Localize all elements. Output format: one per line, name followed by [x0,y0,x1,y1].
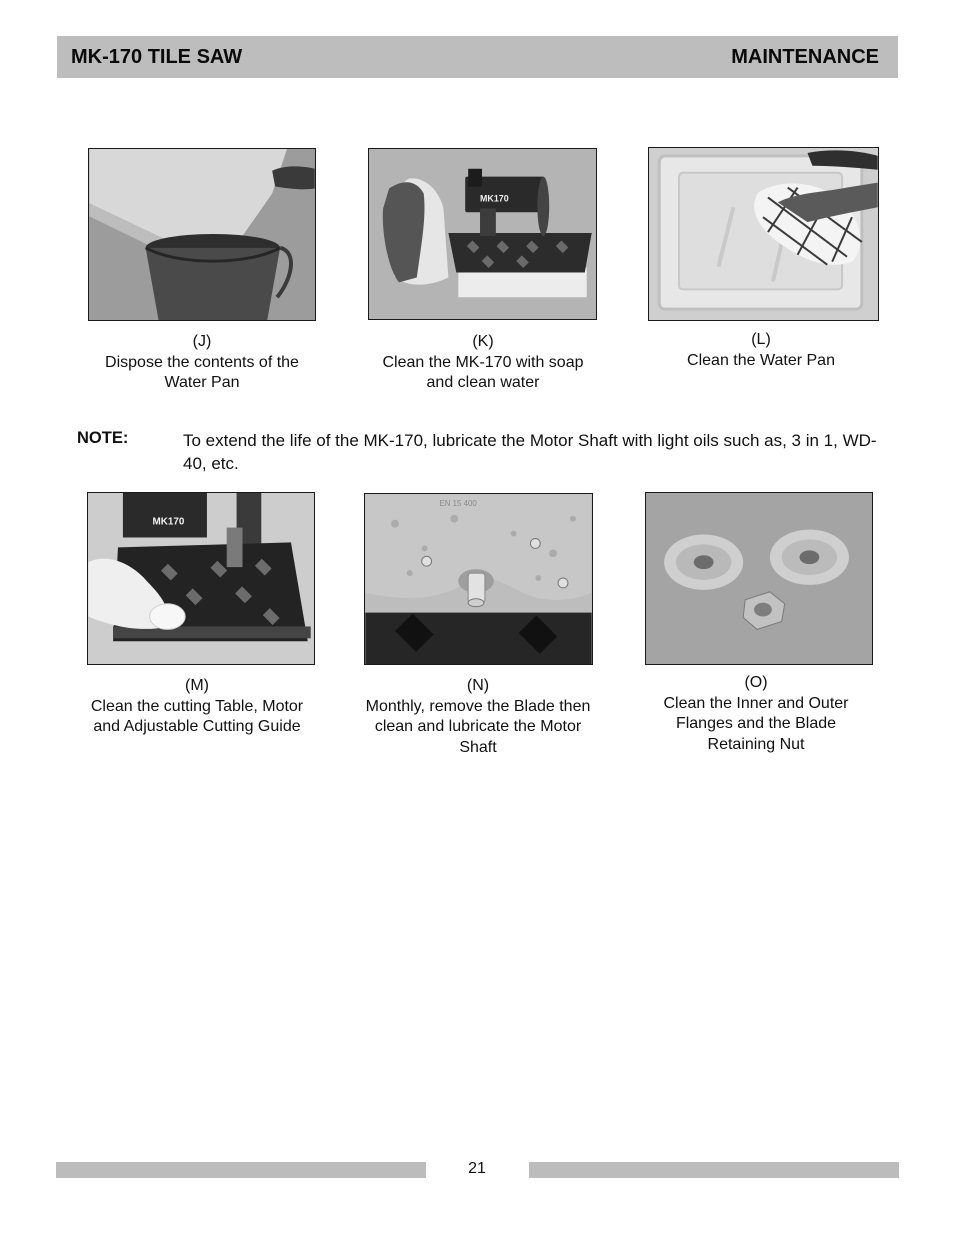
footer-bar-right [529,1162,899,1178]
caption-l-line-1: Clean the Water Pan [687,351,835,369]
footer-bar-left [56,1162,426,1178]
caption-o-line-3: Retaining Nut [707,735,805,753]
caption-n-label: (N) [466,677,490,694]
photo-o-flanges-nut [645,492,873,665]
header-title-left: MK-170 TILE SAW [71,45,243,68]
caption-l [631,330,891,371]
caption-k-line-2: and clean water [426,374,540,391]
caption-l-label: (L) [751,331,771,348]
caption-m [67,676,327,738]
note-label: NOTE: [77,429,129,447]
photo-k-illustration [369,149,596,319]
caption-k [353,332,613,394]
caption-n-line-3: Shaft [459,738,497,756]
caption-j [72,332,332,394]
caption-j-line-1: Dispose the contents of the [105,353,299,371]
caption-j-label: (J) [192,333,212,350]
caption-j-line-2: Water Pan [164,374,240,391]
caption-m-line-1: Clean the cutting Table, Motor [90,697,304,715]
caption-m-label: (M) [185,677,209,694]
caption-m-line-2: and Adjustable Cutting Guide [93,718,301,735]
caption-k-label: (K) [472,333,494,350]
caption-n-line-1: Monthly, remove the Blade then [365,697,591,715]
caption-n-line-2: clean and lubricate the Motor [374,718,582,735]
caption-o-label: (O) [744,674,768,691]
photo-k-clean-saw [368,148,597,320]
note-text: To extend the life of the MK-170, lubricate the Motor Shaft with light oils such as, 3 in 1, WD-40, etc. [183,431,877,473]
photo-l-clean-water-pan [648,147,879,321]
photo-n-motor-shaft [364,493,593,665]
caption-k-line-1: Clean the MK-170 with soap [382,353,584,371]
header-title-right: MAINTENANCE [731,45,879,68]
page-header [57,36,898,78]
photo-k-logo: MK170 [480,193,509,204]
photo-m-illustration [88,493,314,664]
photo-n-plate-text: EN 15 400 [439,498,477,508]
caption-o-line-1: Clean the Inner and Outer [663,694,849,712]
caption-o-line-2: Flanges and the Blade [675,715,837,732]
page-number: 21 [468,1160,486,1177]
photo-o-illustration [646,493,872,664]
photo-l-illustration [649,148,878,320]
caption-n [348,676,608,758]
photo-m-logo: MK170 [152,516,185,528]
photo-n-illustration [365,494,592,664]
photo-j-illustration [89,149,315,320]
photo-j-dispose-water-pan [88,148,316,321]
photo-m-clean-table [87,492,315,665]
caption-o [626,673,886,755]
